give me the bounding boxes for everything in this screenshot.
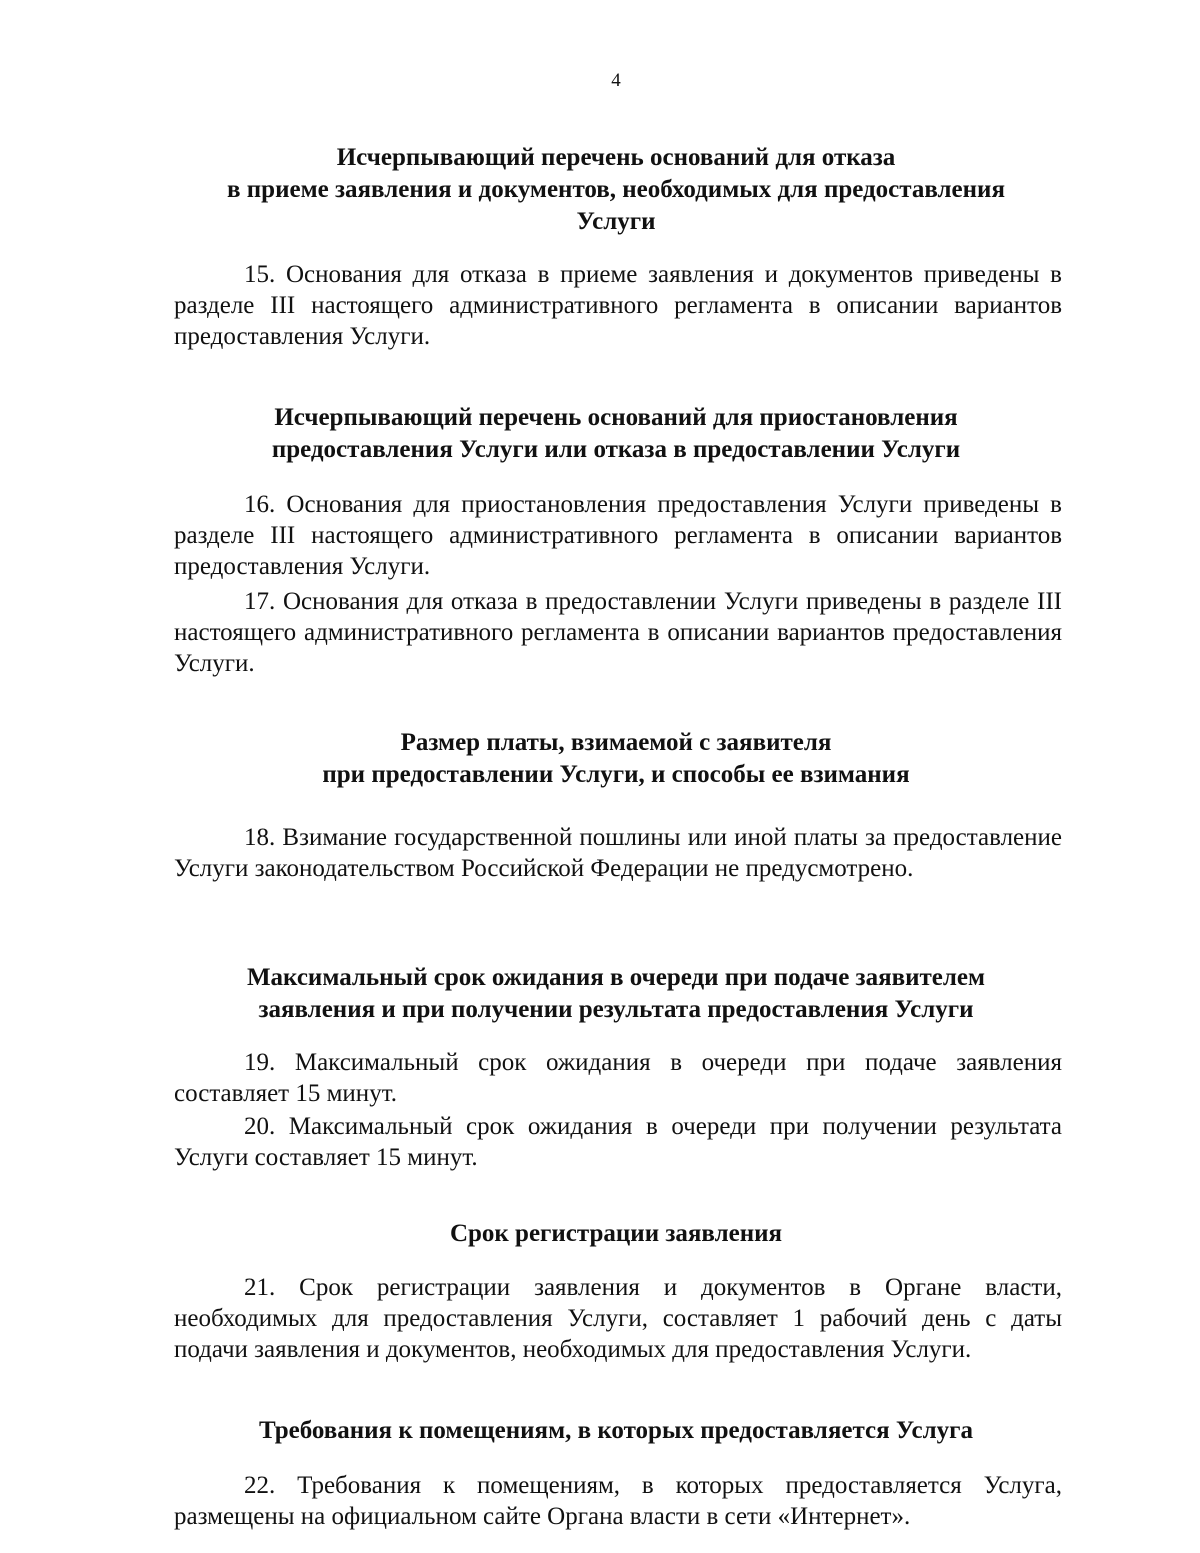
heading-line: Размер платы, взимаемой с заявителя [400, 729, 832, 756]
section-heading [150, 402, 1082, 466]
page-number: 4 [611, 70, 621, 91]
section-heading [150, 1218, 1082, 1250]
paragraph-18: 18. Взимание государственной пошлины или иной платы за предоставление Услуги законодательством Российской Федерации не предусмотрено. [174, 824, 1062, 882]
paragraph-21: 21. Срок регистрации заявления и документов в Органе власти, необходимых для предоставления Услуги, составляет 1 рабочий день с даты подачи заявления и документов, необходимых для предоставления Услуги. [174, 1274, 1062, 1363]
heading-line: Исчерпывающий перечень оснований для отказа [336, 144, 896, 171]
paragraph-15: 15. Основания для отказа в приеме заявления и документов приведены в разделе III настоящего административного регламента в описании вариантов предоставления Услуги. [174, 261, 1062, 350]
section-heading [150, 142, 1082, 238]
section-heading [150, 962, 1082, 1026]
paragraph-20: 20. Максимальный срок ожидания в очереди при получении результата Услуги составляет 15 минут. [174, 1113, 1062, 1171]
heading-line: Требования к помещениям, в которых предоставляется Услуга [258, 1417, 974, 1444]
heading-line: Максимальный срок ожидания в очереди при подаче заявителем [246, 964, 986, 991]
heading-line: предоставления Услуги или отказа в предоставлении Услуги [271, 436, 961, 463]
paragraph-19: 19. Максимальный срок ожидания в очереди при подаче заявления составляет 15 минут. [174, 1049, 1062, 1107]
section-heading [150, 727, 1082, 791]
paragraph-17: 17. Основания для отказа в предоставлении Услуги приведены в разделе III настоящего административного регламента в описании вариантов предоставления Услуги. [174, 588, 1062, 677]
heading-line: Исчерпывающий перечень оснований для приостановления [274, 404, 958, 431]
paragraph-16: 16. Основания для приостановления предоставления Услуги приведены в разделе III настоящего административного регламента в описании вариантов предоставления Услуги. [174, 491, 1062, 580]
heading-line: Услуги [576, 208, 656, 235]
paragraph-22: 22. Требования к помещениям, в которых предоставляется Услуга, размещены на официальном сайте Органа власти в сети «Интернет». [174, 1472, 1062, 1530]
heading-line: в приеме заявления и документов, необходимых для предоставления [227, 176, 1005, 203]
heading-line: заявления и при получении результата предоставления Услуги [258, 996, 974, 1023]
heading-line: Срок регистрации заявления [449, 1220, 783, 1247]
heading-line: при предоставлении Услуги, и способы ее взимания [322, 761, 910, 788]
section-heading [150, 1415, 1082, 1447]
